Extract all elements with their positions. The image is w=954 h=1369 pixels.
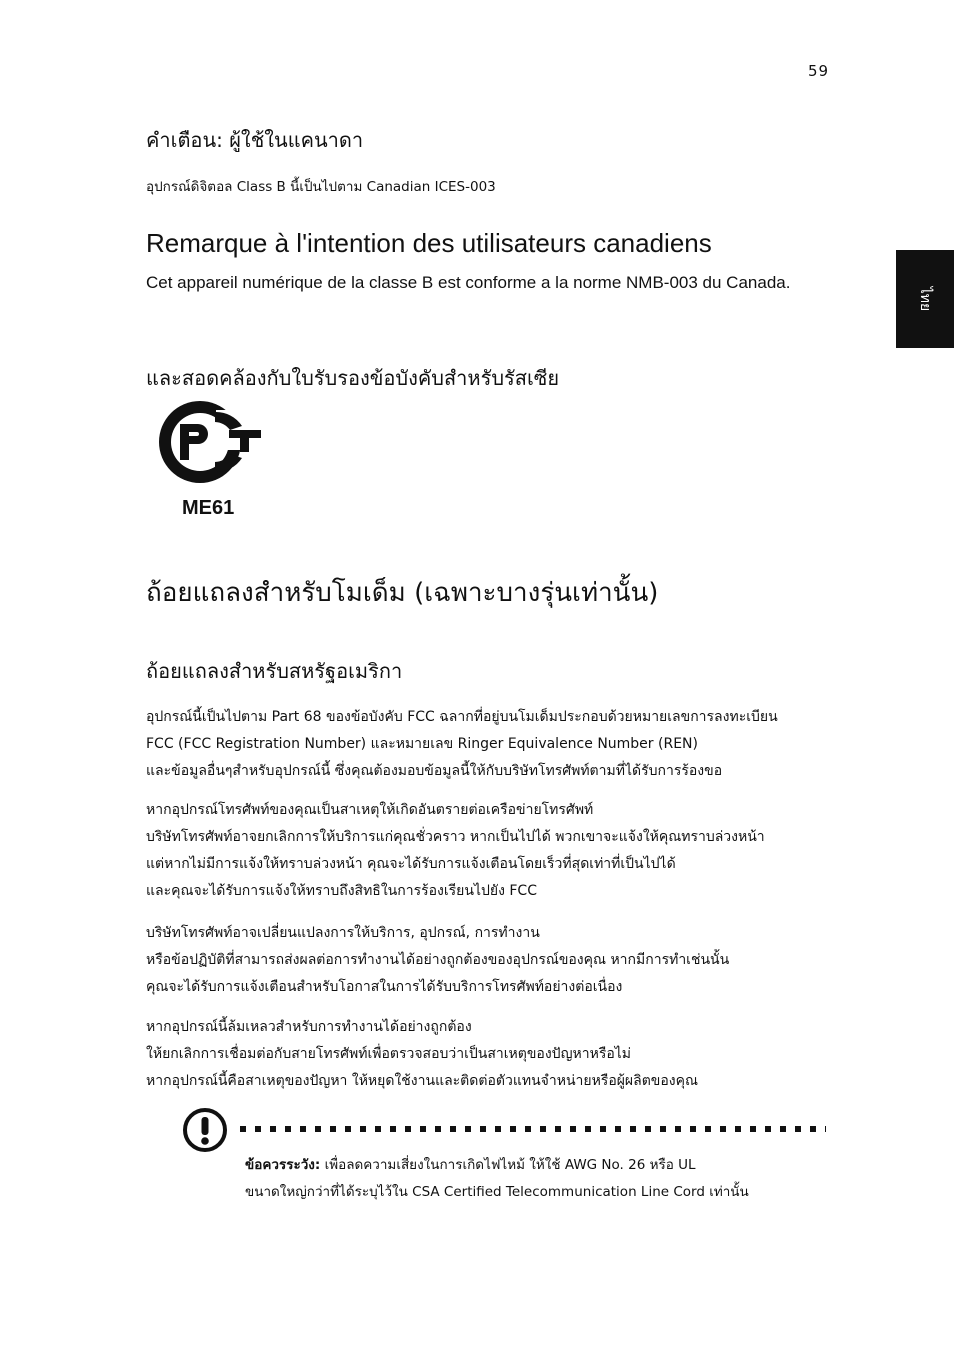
- paragraph-line: บริษัทโทรศัพท์อาจเปลี่ยนแปลงการให้บริการ, อุปกรณ์, การทำงาน: [146, 925, 540, 941]
- caution-line-2: ขนาดใหญ่กว่าที่ได้ระบุไว้ใน CSA Certified Telecommunication Line Cord เท่านั้น: [245, 1184, 749, 1200]
- paragraph-line: หากอุปกรณ์นี้คือสาเหตุของปัญหา ให้หยุดใช้งานและติดต่อตัวแทนจำหน่ายหรือผู้ผลิตของคุณ: [146, 1073, 698, 1089]
- paragraph-line: หากอุปกรณ์โทรศัพท์ของคุณเป็นสาเหตุให้เกิดอันตรายต่อเครือข่ายโทรศัพท์: [146, 802, 594, 818]
- caution-line-1: เพื่อลดความเสี่ยงในการเกิดไฟไหม้ ให้ใช้ AWG No. 26 หรือ UL: [324, 1157, 696, 1173]
- modem-statement-title: ถ้อยแถลงสำหรับโมเด็ม (เฉพาะบางรุ่นเท่านั้น): [146, 578, 659, 608]
- canada-notice-title-fr: Remarque à l'intention des utilisateurs canadiens: [146, 228, 712, 258]
- caution-label: ข้อควรระวัง:: [245, 1157, 321, 1173]
- usa-statement-title: ถ้อยแถลงสำหรับสหรัฐอเมริกา: [146, 659, 403, 683]
- paragraph-line: และข้อมูลอื่นๆสำหรับอุปกรณ์นี้ ซึ่งคุณต้องมอบข้อมูลนี้ให้กับบริษัทโทรศัพท์ตามที่ได้รับการร้องขอ: [146, 763, 723, 779]
- page-number: 59: [808, 62, 830, 80]
- canada-notice-text-fr: Cet appareil numérique de la classe B est conforme a la norme NMB-003 du Canada.: [146, 273, 791, 292]
- language-tab: [896, 250, 954, 348]
- paragraph-line: อุปกรณ์นี้เป็นไปตาม Part 68 ของข้อบังคับ FCC ฉลากที่อยู่บนโมเด็มประกอบด้วยหมายเลขการลงทะเบียน: [146, 709, 778, 725]
- paragraph-4: [146, 1014, 836, 1095]
- canada-warning-text-th: อุปกรณ์ดิจิตอล Class B นี้เป็นไปตาม Canadian ICES-003: [146, 179, 496, 195]
- paragraph-line: คุณจะได้รับการแจ้งเตือนสำหรับโอกาสในการได้รับบริการโทรศัพท์อย่างต่อเนื่อง: [146, 979, 623, 995]
- paragraph-line: หากอุปกรณ์นี้ล้มเหลวสำหรับการทำงานได้อย่างถูกต้อง: [146, 1019, 472, 1035]
- paragraph-2: [146, 797, 836, 905]
- caution-divider: [240, 1126, 826, 1132]
- language-tab-label: ไทย: [916, 286, 933, 312]
- paragraph-line: หรือข้อปฏิบัติที่สามารถส่งผลต่อการทำงานได้อย่างถูกต้องของอุปกรณ์ของคุณ หากมีการทำเช่นนั้น: [146, 952, 730, 968]
- paragraph-line: แต่หากไม่มีการแจ้งให้ทราบล่วงหน้า คุณจะได้รับการแจ้งเตือนโดยเร็วที่สุดเท่าที่เป็นไปได้: [146, 856, 676, 872]
- caution-note: [245, 1152, 845, 1206]
- paragraph-line: บริษัทโทรศัพท์อาจยกเลิกการให้บริการแก่คุณชั่วคราว หากเป็นไปได้ พวกเขาจะแจ้งให้คุณทราบล่วงหน้า: [146, 829, 765, 845]
- logo-code: ME61: [182, 497, 235, 519]
- paragraph-line: และคุณจะได้รับการแจ้งให้ทราบถึงสิทธิในการร้องเรียนไปยัง FCC: [146, 883, 537, 899]
- russia-certification-title: และสอดคล้องกับใบรับรองข้อบังคับสำหรับรัสเซีย: [146, 366, 560, 390]
- paragraph-line: FCC (FCC Registration Number) และหมายเลข Ringer Equivalence Number (REN): [146, 736, 698, 752]
- canada-warning-title-th: คำเตือน: ผู้ใช้ในแคนาดา: [146, 128, 364, 152]
- pct-certification-logo-icon: [158, 400, 264, 484]
- paragraph-line: ให้ยกเลิกการเชื่อมต่อกับสายโทรศัพท์เพื่อตรวจสอบว่าเป็นสาเหตุของปัญหาหรือไม่: [146, 1046, 632, 1062]
- caution-exclamation-icon: [182, 1107, 228, 1153]
- paragraph-1: [146, 704, 836, 785]
- paragraph-3: [146, 920, 836, 1001]
